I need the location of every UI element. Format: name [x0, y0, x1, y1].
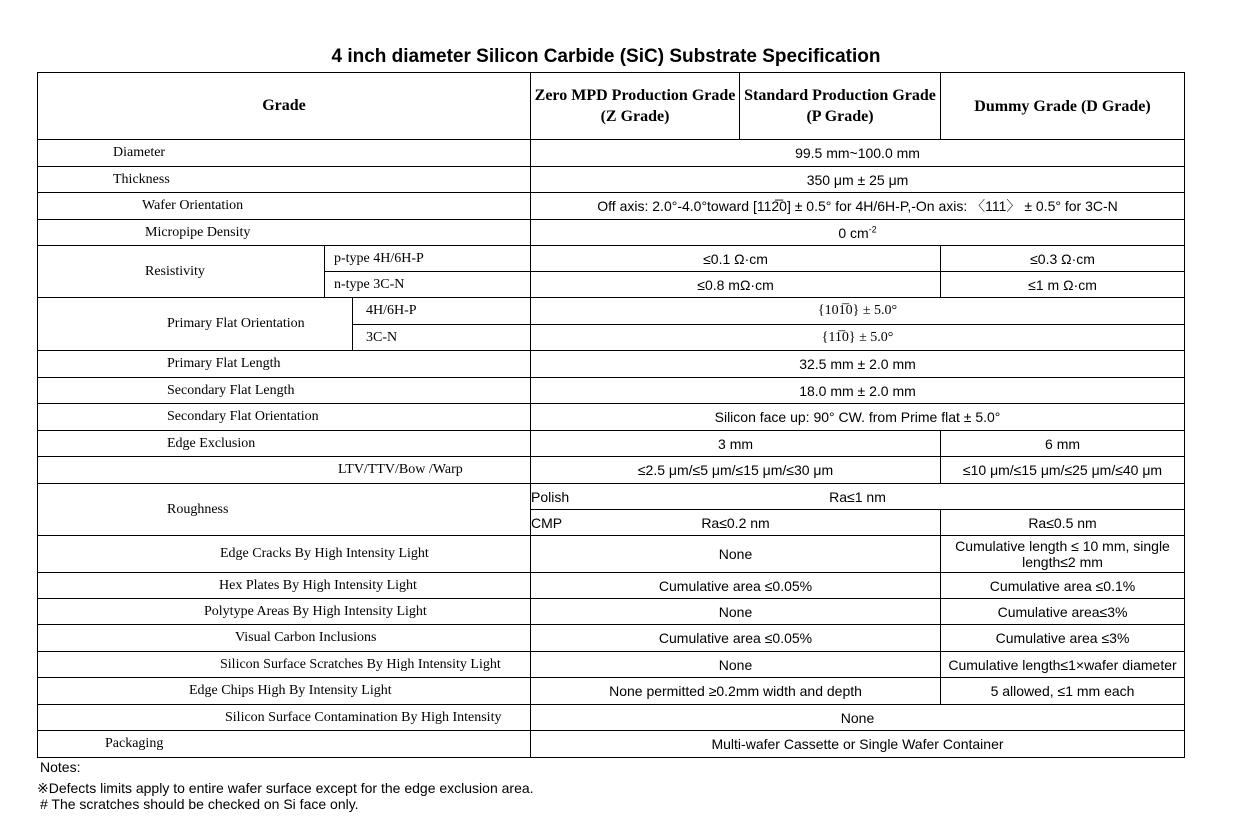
grade-header — [38, 73, 531, 140]
row-label: Edge Chips High By Intensity Light — [38, 678, 531, 705]
row-label: Resistivity — [38, 246, 325, 298]
table-row — [38, 573, 1185, 599]
row-label: Primary Flat Orientation — [38, 298, 353, 351]
d-grade-header: Dummy Grade (D Grade) — [941, 73, 1185, 140]
row-value: Cumulative area ≤0.1% — [941, 573, 1185, 599]
notes-heading: Notes: — [40, 759, 81, 775]
table-row — [38, 678, 1185, 705]
cmp-label: CMP — [531, 515, 563, 531]
table-row — [38, 378, 1185, 404]
row-value: 32.5 mm ± 2.0 mm — [531, 351, 1185, 378]
row-value: ≤0.8 mΩ·cm — [531, 272, 941, 298]
table-row — [38, 484, 1185, 510]
sub-label: 4H/6H-P — [353, 298, 531, 325]
row-value: ≤0.1 Ω·cm — [531, 246, 941, 272]
row-value: Cumulative area ≤0.05% — [531, 625, 941, 652]
row-value — [531, 220, 1185, 246]
row-value: {11̅0} ± 5.0° — [531, 325, 1185, 351]
table-row — [38, 167, 1185, 193]
table-row — [38, 731, 1185, 758]
row-value: Cumulative area≤3% — [941, 599, 1185, 625]
row-value: Silicon face up: 90° CW. from Prime flat ± 5.0° — [531, 404, 1185, 431]
row-value: Cumulative length≤1×wafer diameter — [941, 652, 1185, 678]
table-row — [38, 220, 1185, 246]
row-value: ≤10 μm/≤15 μm/≤25 μm/≤40 μm — [941, 457, 1185, 484]
table-row — [38, 351, 1185, 378]
row-label: Diameter — [38, 140, 531, 167]
row-value: Off axis: 2.0°-4.0°toward [112̅0] ± 0.5° for 4H/6H-P,‑On axis: 〈111〉 ± 0.5° for 3C-N — [531, 193, 1185, 220]
row-label: Edge Cracks By High Intensity Light — [38, 536, 531, 573]
table-row — [38, 431, 1185, 457]
spec-table — [37, 72, 1185, 758]
row-value: 99.5 mm~100.0 mm — [531, 140, 1185, 167]
notes-line-2: # The scratches should be checked on Si face only. — [40, 796, 359, 812]
row-value: 350 μm ± 25 μm — [531, 167, 1185, 193]
cmp-zp-value: Ra≤0.2 nm — [701, 514, 770, 531]
row-value: Ra≤0.5 nm — [941, 510, 1185, 536]
row-value: Cumulative area ≤3% — [941, 625, 1185, 652]
row-value: None permitted ≥0.2mm width and depth — [531, 678, 941, 705]
p-grade-header: Standard Production Grade (P Grade) — [740, 73, 941, 140]
table-row — [38, 193, 1185, 220]
z-grade-header: Zero MPD Production Grade (Z Grade) — [531, 73, 740, 140]
row-label: Packaging — [38, 731, 531, 758]
row-label: Secondary Flat Orientation — [38, 404, 531, 431]
grade-header-label: Grade — [262, 96, 306, 114]
row-value: {101̅0} ± 5.0° — [531, 298, 1185, 325]
table-row — [38, 298, 1185, 325]
sub-label: 3C-N — [353, 325, 531, 351]
sub-label: p-type 4H/6H-P — [325, 246, 531, 272]
row-value: Cumulative length ≤ 10 mm, single length≤2 mm — [941, 536, 1185, 573]
row-label: Silicon Surface Contamination By High Intensity — [38, 705, 531, 731]
micropipe-value: 0 $cm^{-2}$ — [838, 224, 877, 241]
row-label: Secondary Flat Length — [38, 378, 531, 404]
row-value: None — [531, 599, 941, 625]
table-row — [38, 536, 1185, 573]
row-label: Thickness — [38, 167, 531, 193]
row-value: ≤1 m Ω·cm — [941, 272, 1185, 298]
page-title: 4 inch diameter Silicon Carbide (SiC) Substrate Specification — [331, 46, 881, 67]
row-value: ≤0.3 Ω·cm — [941, 246, 1185, 272]
row-label: LTV/TTV/Bow /Warp — [38, 457, 531, 484]
table-row — [38, 246, 1185, 272]
row-value: None — [531, 652, 941, 678]
row-value: None — [531, 536, 941, 573]
row-value: 5 allowed, ≤1 mm each — [941, 678, 1185, 705]
table-row — [38, 140, 1185, 167]
table-row — [38, 652, 1185, 678]
row-label: Visual Carbon Inclusions — [38, 625, 531, 652]
row-label: Edge Exclusion — [38, 431, 531, 457]
row-label: Hex Plates By High Intensity Light — [38, 573, 531, 599]
row-label: Polytype Areas By High Intensity Light — [38, 599, 531, 625]
row-value: ≤2.5 μm/≤5 μm/≤15 μm/≤30 μm — [531, 457, 941, 484]
row-value: None — [531, 705, 1185, 731]
header-row — [38, 73, 1185, 140]
table-row — [38, 625, 1185, 652]
row-label: Silicon Surface Scratches By High Intensity Light — [38, 652, 531, 678]
row-value: 3 mm — [531, 431, 941, 457]
row-value: 18.0 mm ± 2.0 mm — [531, 378, 1185, 404]
row-label: Roughness — [38, 484, 531, 536]
notes-line-1: ※Defects limits apply to entire wafer surface except for the edge exclusion area. — [37, 780, 534, 796]
sub-label: n-type 3C-N — [325, 272, 531, 298]
row-value: Cumulative area ≤0.05% — [531, 573, 941, 599]
polish-value: Ra≤1 nm — [829, 488, 886, 505]
row-label: Micropipe Density — [38, 220, 531, 246]
table-row — [38, 599, 1185, 625]
table-row — [38, 404, 1185, 431]
polish-row — [531, 484, 1185, 510]
row-label: Primary Flat Length — [38, 351, 531, 378]
row-label: Wafer Orientation — [38, 193, 531, 220]
row-value: 6 mm — [941, 431, 1185, 457]
cmp-cell — [531, 510, 941, 536]
polish-label: Polish — [531, 489, 570, 505]
row-value: Multi-wafer Cassette or Single Wafer Container — [531, 731, 1185, 758]
table-row — [38, 457, 1185, 484]
table-row — [38, 705, 1185, 731]
